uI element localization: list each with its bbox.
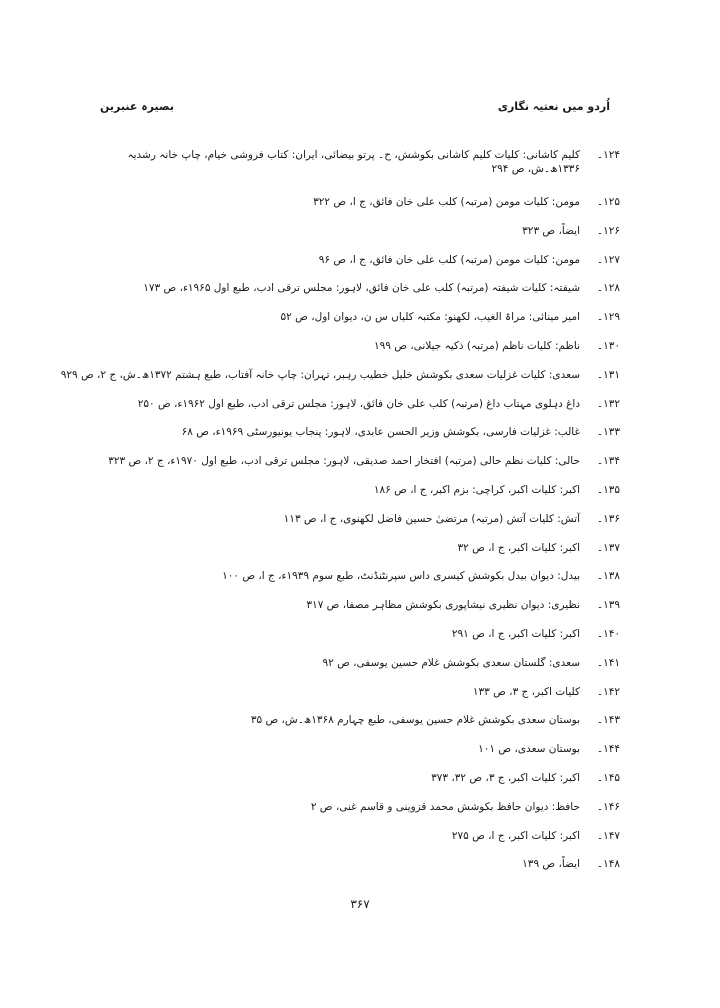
footnote-item [100, 627, 620, 656]
footnote-item [100, 397, 620, 426]
footnote-number: ۱۲۶۔ [596, 224, 620, 237]
footnote-item [100, 425, 620, 454]
footnote-item [100, 195, 620, 224]
footnote-number: ۱۴۸۔ [596, 858, 620, 871]
footnote-item [100, 541, 620, 570]
footnote-number: ۱۴۲۔ [596, 685, 620, 698]
footnote-number: ۱۴۳۔ [596, 714, 620, 727]
book-title: اُردو میں نعتیہ نگاری [497, 100, 610, 113]
footnote-number: ۱۳۰۔ [596, 339, 620, 352]
footnote-number: ۱۴۵۔ [596, 771, 620, 784]
footnote-item [100, 685, 620, 714]
footnote-text: اکبر: کلیات اکبر، کراچی: بزم اکبر، ج ا، ص ۱۸۶ [373, 483, 580, 496]
footnote-text: نظیری: دیوان نظیری نیشاپوری بکوشش مظاہر مصفا، ص ۳۱۷ [306, 599, 580, 612]
footnote-text: داغ دہلوی مہتاب داغ (مرتبہ) کلب علی خان فائق، لاہور: مجلس ترقی ادب، طبع اول ۱۹۶۲ء، ص ۲۵۰ [137, 397, 580, 410]
running-head [100, 100, 610, 122]
footnote-item [100, 512, 620, 541]
footnote-number: ۱۳۹۔ [596, 599, 620, 612]
footnote-text: حالی: کلیات نظم حالی (مرتبہ) افتخار احمد صدیقی، لاہور: مجلس ترقی ادب، طبع اول ۱۹۷۰ء، ج ۲، ص ۳۲۳ [108, 455, 580, 468]
author-name: بصیرہ عنبرین [100, 100, 174, 113]
footnote-number: ۱۳۴۔ [596, 455, 620, 468]
footnote-text: کلیم کاشانی: کلیات کلیم کاشانی بکوشش، ح۔ پرتو بیضائی، ایران: کتاب فروشی خیام، چاپ خانہ رشدیہ ۱۳۳۶ھ۔ش، ص ۲۹۴ [127, 149, 580, 175]
footnote-text: اکبر: کلیات اکبر، ج ا، ص ۳۲ [457, 541, 580, 554]
footnote-list [60, 148, 620, 886]
footnote-number: ۱۴۴۔ [596, 743, 620, 756]
footnote-text: شیفتہ: کلیات شیفتہ (مرتبہ) کلب علی خان فائق، لاہور: مجلس ترقی ادب، طبع اول ۱۹۶۵ء، ص ۱۷۳ [143, 282, 580, 295]
footnote-item [100, 339, 620, 368]
footnote-text: اکبر: کلیات اکبر، ج ۳، ص ۳۲، ۳۷۳ [431, 771, 580, 784]
footnote-item [60, 368, 620, 397]
footnote-number: ۱۳۵۔ [596, 483, 620, 496]
footnote-item [100, 598, 620, 627]
footnote-item [100, 800, 620, 829]
footnote-item [100, 310, 620, 339]
footnote-item [100, 454, 620, 483]
footnote-text: کلیات اکبر، ج ۳، ص ۱۳۳ [472, 685, 580, 698]
footnote-text: حافظ: دیوان حافظ بکوشش محمد قزوینی و قاسم غنی، ص ۲ [310, 800, 580, 813]
footnote-number: ۱۴۶۔ [596, 800, 620, 813]
footnote-text: ایضاً، ص ۱۳۹ [522, 858, 580, 871]
footnote-number: ۱۳۱۔ [596, 368, 620, 381]
footnote-text: بوستان سعدی، ص ۱۰۱ [478, 743, 580, 756]
footnote-number: ۱۳۳۔ [596, 426, 620, 439]
footnote-text: مومن: کلیات مومن (مرتبہ) کلب علی خان فائق، ج ا، ص ۹۶ [318, 253, 580, 266]
footnote-item [100, 253, 620, 282]
footnote-text: غالب: غزلیات فارسی، بکوشش وزیر الحسن عابدی، لاہور: پنجاب یونیورسٹی ۱۹۶۹ء، ص ۶۸ [181, 426, 580, 439]
footnote-item [100, 829, 620, 858]
footnote-text: سعدی: گلستان سعدی بکوشش غلام حسین یوسفی، ص ۹۲ [322, 656, 580, 669]
footnote-text: ایضاً، ص ۳۲۳ [522, 224, 580, 237]
footnote-text: سعدی: کلیات غزلیات سعدی بکوشش خلیل خطیب رہبر، تہران: چاپ خانہ آفتاب، طبع ہشتم ۱۳۷۲ھ۔ش، ج ۲، ص ۹۲۹ [60, 368, 580, 381]
footnote-item [100, 656, 620, 685]
footnote-text: مومن: کلیات مومن (مرتبہ) کلب علی خان فائق، ج ا، ص ۳۲۲ [313, 196, 580, 208]
footnote-number: ۱۳۸۔ [596, 570, 620, 583]
footnote-number: ۱۴۷۔ [596, 829, 620, 842]
footnote-number: ۱۲۴۔ [596, 149, 620, 161]
footnote-item [100, 483, 620, 512]
footnote-item [100, 148, 620, 195]
footnote-number: ۱۴۱۔ [596, 656, 620, 669]
footnote-text: امیر مینائی: مراۃ الغیب، لکھنو: مکتبہ کلیاں س ن، دیوان اول، ص ۵۲ [280, 311, 580, 324]
footnote-number: ۱۲۷۔ [596, 253, 620, 266]
footnote-text: بوستان سعدی بکوشش غلام حسین یوسفی، طبع چہارم ۱۳۶۸ھ۔ش، ص ۳۵ [250, 714, 580, 727]
footnote-item [100, 742, 620, 771]
footnote-number: ۱۳۷۔ [596, 541, 620, 554]
footnote-item [100, 569, 620, 598]
footnote-number: ۱۲۵۔ [596, 196, 620, 208]
footnote-text: آتش: کلیات آتش (مرتبہ) مرتضیٰ حسین فاضل لکھنوی، ج ا، ص ۱۱۳ [283, 512, 580, 525]
footnote-number: ۱۳۶۔ [596, 512, 620, 525]
footnote-number: ۱۴۰۔ [596, 627, 620, 640]
footnote-item [100, 713, 620, 742]
footnote-number: ۱۲۸۔ [596, 282, 620, 295]
footnote-item [100, 771, 620, 800]
page-number: ۳۶۷ [350, 897, 370, 911]
footnote-number: ۱۲۹۔ [596, 311, 620, 324]
footnote-item [100, 857, 620, 886]
footnote-text: اکبر: کلیات اکبر، ج ا، ص ۲۹۱ [451, 627, 580, 640]
footnote-text: ناظم: کلیات ناظم (مرتبہ) ذکیہ جیلانی، ص ۱۹۹ [373, 339, 580, 352]
footnote-item [100, 224, 620, 253]
footnote-number: ۱۳۲۔ [596, 397, 620, 410]
footnote-item [100, 281, 620, 310]
footnote-text: اکبر: کلیات اکبر، ج ا، ص ۲۷۵ [451, 829, 580, 842]
footnote-text: بیدل: دیوان بیدل بکوشش کیسری داس سپرنٹنڈنٹ، طبع سوم ۱۹۳۹ء، ج ا، ص ۱۰۰ [222, 570, 580, 583]
